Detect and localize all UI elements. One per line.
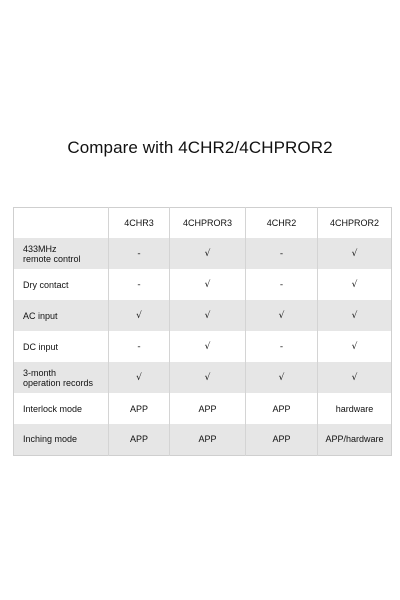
value-cell [170,331,246,362]
feature-label [14,269,109,300]
column-header: 4CHR3 [109,208,170,239]
value-cell [318,238,392,269]
value-text: APP [272,403,291,414]
value-cell [170,269,246,300]
feature-label [14,300,109,331]
check-mark: √ [351,249,358,259]
value-cell [246,424,318,455]
dash-mark: - [137,280,141,290]
dash-mark: - [137,342,141,352]
check-mark: √ [136,311,142,321]
dash-mark: - [137,249,141,259]
value-cell [246,393,318,424]
table-row [14,393,392,424]
value-cell [246,362,318,393]
value-cell [246,300,318,331]
check-mark: √ [204,249,211,259]
feature-label-line: Dry contact [23,279,69,290]
value-cell [109,300,170,331]
value-cell [318,269,392,300]
check-mark: √ [278,311,285,321]
value-text: APP/hardware [325,434,384,445]
value-cell [246,238,318,269]
value-cell [109,362,170,393]
column-header: 4CHPROR3 [170,208,246,239]
column-header: 4CHPROR2 [318,208,392,239]
table-row [14,238,392,269]
check-mark: √ [204,280,211,290]
value-cell [170,300,246,331]
table-row [14,269,392,300]
value-cell [246,331,318,362]
check-mark: √ [351,373,358,383]
feature-label-line: DC input [23,341,59,352]
table-header-row [14,208,392,239]
value-cell [109,424,170,455]
value-cell [109,331,170,362]
feature-label-line: operation records [23,377,94,388]
value-cell [170,424,246,455]
feature-label [14,424,109,455]
feature-label-line: remote control [23,253,81,264]
value-cell [318,424,392,455]
value-text: APP [198,403,217,414]
check-mark: √ [204,311,211,321]
value-cell [109,393,170,424]
check-mark: √ [351,280,358,290]
value-text: hardware [335,403,374,414]
value-cell [170,238,246,269]
check-mark: √ [204,373,211,383]
feature-label-line: Interlock mode [23,403,83,414]
feature-label [14,238,109,269]
check-mark: √ [351,342,358,352]
header-feature-cell [14,208,109,239]
comparison-table [13,207,392,456]
feature-label-line: 3-month [23,367,57,378]
feature-label-line: Inching mode [23,434,78,445]
dash-mark: - [279,249,284,259]
value-cell [318,331,392,362]
value-cell [109,238,170,269]
value-text: APP [129,434,148,445]
check-mark: √ [204,342,211,352]
check-mark: √ [351,311,358,321]
feature-label [14,331,109,362]
value-cell [318,393,392,424]
check-mark: √ [278,373,285,383]
dash-mark: - [279,280,284,290]
table-row [14,424,392,455]
value-cell [246,269,318,300]
value-cell [109,269,170,300]
value-text: APP [272,434,291,445]
feature-label [14,393,109,424]
check-mark: √ [136,373,142,383]
value-cell [170,362,246,393]
page-title: Compare with 4CHR2/4CHPROR2 [67,138,333,157]
dash-mark: - [279,342,284,352]
column-header: 4CHR2 [246,208,318,239]
value-cell [170,393,246,424]
value-cell [318,300,392,331]
table-row [14,300,392,331]
value-text: APP [198,434,217,445]
table-body [14,238,392,455]
value-text: APP [129,403,148,414]
table-row [14,362,392,393]
feature-label [14,362,109,393]
feature-label-line: 433MHz [23,243,57,254]
table-row [14,331,392,362]
value-cell [318,362,392,393]
feature-label-line: AC input [23,310,58,321]
